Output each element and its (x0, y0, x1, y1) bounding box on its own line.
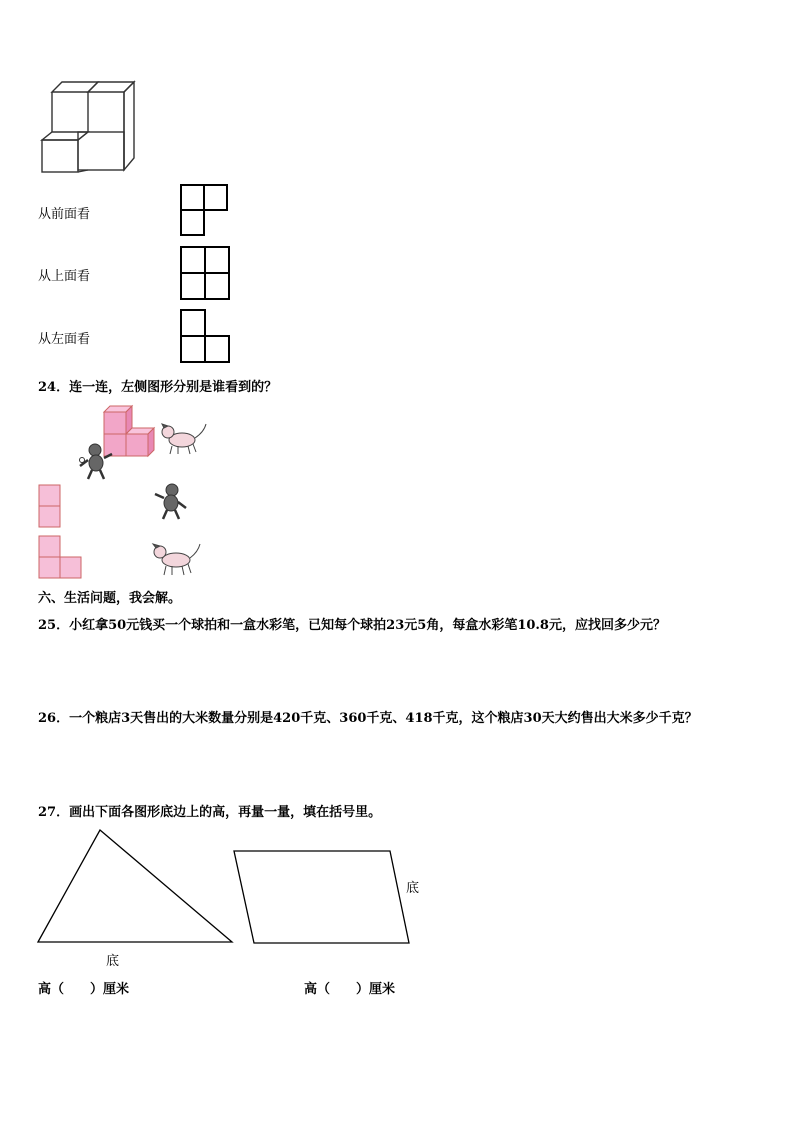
section-six-heading: 六、生活问题，我会解。 (38, 591, 182, 606)
view-label-front: 从前面看 (38, 207, 91, 222)
dog-icon (160, 420, 208, 456)
parallelogram-base-label: 底 (406, 881, 420, 896)
monkey-icon (152, 482, 190, 520)
pink-view-l-shape (38, 535, 84, 579)
view-label-top: 从上面看 (38, 269, 91, 284)
view-label-left: 从左面看 (38, 332, 91, 347)
monkey-icon (78, 442, 116, 480)
parallelogram-figure (232, 848, 412, 948)
question-26: 26．一个粮店3天售出的大米数量分别是420千克、360千克、418千克，这个粮店30天大约售出大米多少千克？ (38, 711, 698, 726)
dog-icon (150, 540, 202, 578)
cube-stack-figure (38, 80, 138, 180)
left-view-grid (180, 309, 232, 365)
pink-view-vertical (38, 484, 62, 528)
question-24: 24．连一连，左侧图形分别是谁看到的？ (38, 380, 278, 395)
triangle-base-label: 底 (106, 954, 120, 969)
answer-blank-triangle: 高（ ）厘米 (38, 982, 130, 997)
front-view-grid (180, 184, 230, 238)
triangle-figure (36, 826, 236, 946)
top-view-grid (180, 246, 232, 302)
answer-blank-parallelogram: 高（ ）厘米 (304, 982, 396, 997)
question-25: 25．小红拿50元钱买一个球拍和一盒水彩笔，已知每个球拍23元5角，每盒水彩笔10.8元，应找回多少元？ (38, 618, 666, 633)
question-27: 27．画出下面各图形底边上的高，再量一量，填在括号里。 (38, 805, 382, 820)
